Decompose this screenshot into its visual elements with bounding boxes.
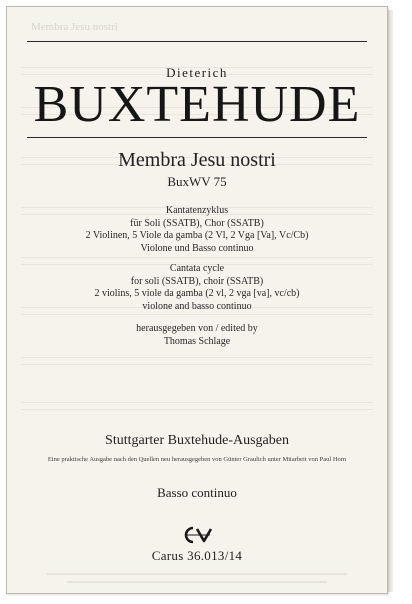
ghost-header: Membra Jesu nostri	[31, 21, 118, 33]
editor-name: Thomas Schlage	[163, 335, 231, 347]
title-rule	[27, 137, 367, 138]
work-title: Membra Jesu nostri	[118, 149, 276, 171]
top-rule	[27, 41, 367, 42]
editor-label: herausgegeben von / edited by	[136, 323, 258, 334]
english-line: Cantata cycle	[169, 263, 225, 274]
part-name: Basso continuo	[157, 485, 237, 500]
german-line: Violone und Basso continuo	[140, 242, 254, 254]
german-line: für Soli (SSATB), Chor (SSATB)	[130, 217, 264, 229]
german-line: Kantatenzyklus	[165, 205, 229, 216]
series-note: Eine praktische Ausgabe nach den Quellen neu herausgegeben von Günter Graulich unter Mitarbeit von Paul Horn	[47, 456, 347, 463]
ghost-footer	[47, 573, 347, 575]
english-line: for soli (SSATB), choir (SSATB)	[130, 275, 264, 287]
ghost-staff	[21, 357, 373, 365]
english-description	[7, 263, 387, 313]
german-description	[7, 205, 387, 255]
score-cover	[6, 6, 388, 594]
ghost-staff	[21, 402, 373, 410]
ghost-footer	[67, 581, 327, 583]
catalog-number: BuxWV 75	[167, 174, 227, 189]
carus-logo-icon	[183, 525, 213, 545]
english-line: violone and basso continuo	[142, 300, 252, 312]
editor-block	[7, 323, 387, 348]
english-line: 2 violins, 5 viole da gamba (2 vl, 2 vga [va], vc/cb)	[94, 288, 300, 299]
german-line: 2 Violinen, 5 Viole da gamba (2 Vl, 2 Vga [Va], Vc/Cb)	[85, 230, 309, 241]
composer-surname: BUXTEHUDE	[33, 76, 361, 133]
series-title: Stuttgarter Buxtehude-Ausgaben	[105, 433, 289, 448]
composer-first-name: Dieterich	[166, 65, 228, 80]
order-number: Carus 36.013/14	[151, 548, 243, 563]
